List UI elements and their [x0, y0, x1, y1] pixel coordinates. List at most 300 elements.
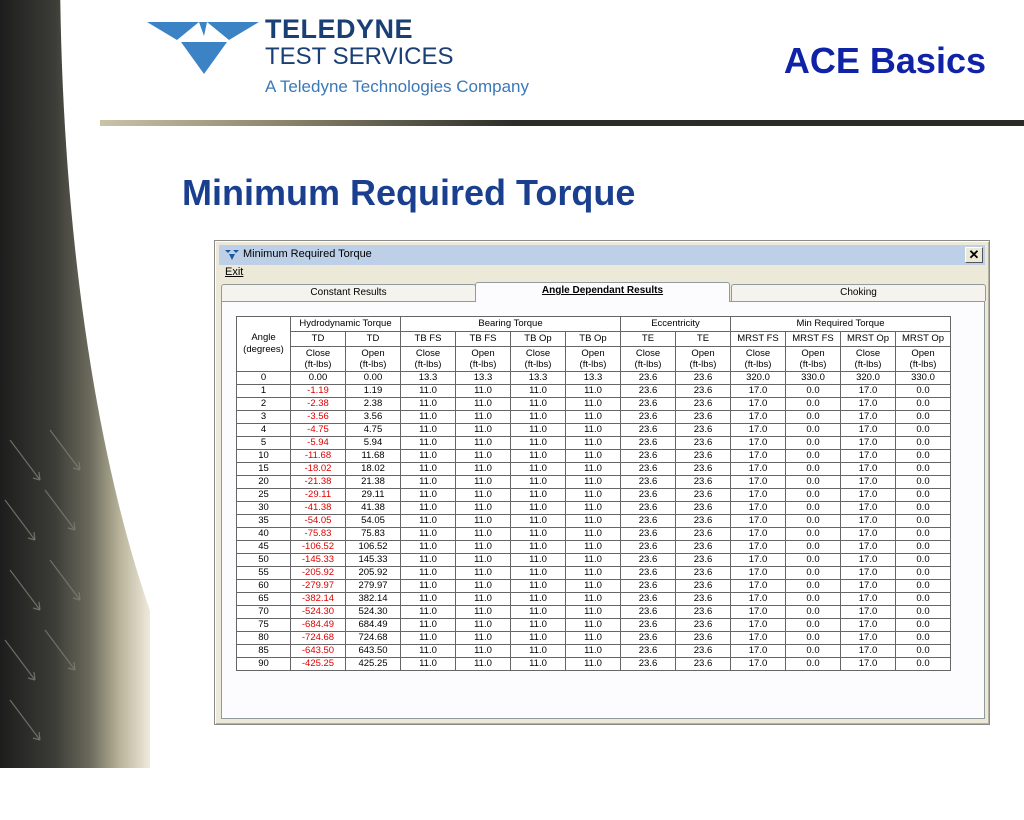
value-cell: 23.6	[676, 489, 731, 502]
value-cell: 11.0	[456, 632, 511, 645]
angle-cell: 65	[237, 593, 291, 606]
angle-cell: 3	[237, 411, 291, 424]
value-cell: 11.0	[401, 476, 456, 489]
table-row[interactable]	[237, 476, 951, 489]
value-cell: -21.38	[291, 476, 346, 489]
group-header: Hydrodynamic Torque	[291, 317, 401, 332]
value-cell: 11.0	[566, 385, 621, 398]
value-cell: 0.0	[786, 502, 841, 515]
angle-cell: 4	[237, 424, 291, 437]
value-cell: 5.94	[346, 437, 401, 450]
value-cell: 643.50	[346, 645, 401, 658]
value-cell: 0.0	[896, 645, 951, 658]
value-cell: 23.6	[676, 658, 731, 671]
value-cell: -2.38	[291, 398, 346, 411]
column-header[interactable]: TB FS	[456, 332, 511, 347]
column-subheader: Close (ft-lbs)	[731, 347, 786, 372]
value-cell: 17.0	[731, 658, 786, 671]
value-cell: 17.0	[731, 489, 786, 502]
value-cell: 0.0	[786, 411, 841, 424]
table-row[interactable]	[237, 489, 951, 502]
value-cell: 2.38	[346, 398, 401, 411]
value-cell: 11.0	[401, 645, 456, 658]
value-cell: 0.0	[786, 658, 841, 671]
brand-name: TELEDYNE	[265, 14, 414, 44]
value-cell: 17.0	[841, 437, 896, 450]
column-header[interactable]: MRST FS	[731, 332, 786, 347]
value-cell: 11.68	[346, 450, 401, 463]
value-cell: 17.0	[841, 424, 896, 437]
angle-cell: 60	[237, 580, 291, 593]
value-cell: 23.6	[676, 476, 731, 489]
value-cell: 17.0	[841, 554, 896, 567]
value-cell: 23.6	[621, 372, 676, 385]
table-row[interactable]	[237, 554, 951, 567]
value-cell: 106.52	[346, 541, 401, 554]
value-cell: 23.6	[621, 632, 676, 645]
value-cell: 11.0	[566, 554, 621, 567]
value-cell: 11.0	[566, 515, 621, 528]
value-cell: 13.3	[456, 372, 511, 385]
table-row[interactable]	[237, 580, 951, 593]
column-subheader: Open (ft-lbs)	[346, 347, 401, 372]
value-cell: 54.05	[346, 515, 401, 528]
value-cell: 23.6	[676, 554, 731, 567]
value-cell: 11.0	[566, 606, 621, 619]
value-cell: 0.0	[896, 567, 951, 580]
table-row[interactable]	[237, 385, 951, 398]
value-cell: 17.0	[731, 502, 786, 515]
value-cell: 17.0	[841, 580, 896, 593]
value-cell: 17.0	[841, 619, 896, 632]
value-cell: 23.6	[676, 502, 731, 515]
value-cell: 23.6	[676, 528, 731, 541]
group-header: Bearing Torque	[401, 317, 621, 332]
value-cell: 0.0	[786, 398, 841, 411]
value-cell: -11.68	[291, 450, 346, 463]
value-cell: 17.0	[731, 398, 786, 411]
value-cell: 23.6	[676, 580, 731, 593]
value-cell: 11.0	[511, 619, 566, 632]
value-cell: 0.0	[786, 463, 841, 476]
value-cell: -18.02	[291, 463, 346, 476]
value-cell: 0.0	[896, 450, 951, 463]
value-cell: 320.0	[731, 372, 786, 385]
table-row[interactable]	[237, 528, 951, 541]
value-cell: 17.0	[731, 450, 786, 463]
value-cell: 17.0	[731, 424, 786, 437]
column-subheader: Close (ft-lbs)	[291, 347, 346, 372]
value-cell: 11.0	[511, 450, 566, 463]
value-cell: 11.0	[566, 450, 621, 463]
value-cell: 11.0	[401, 554, 456, 567]
value-cell: 382.14	[346, 593, 401, 606]
table-row[interactable]	[237, 541, 951, 554]
value-cell: -29.11	[291, 489, 346, 502]
value-cell: -3.56	[291, 411, 346, 424]
value-cell: 0.0	[896, 437, 951, 450]
column-subheader: Open (ft-lbs)	[676, 347, 731, 372]
angle-cell: 2	[237, 398, 291, 411]
column-header[interactable]: TD	[346, 332, 401, 347]
tab-strip	[221, 282, 985, 302]
value-cell: 23.6	[621, 593, 676, 606]
value-cell: 0.0	[786, 619, 841, 632]
menu-exit[interactable]: Exit	[225, 266, 244, 278]
value-cell: 0.0	[786, 528, 841, 541]
value-cell: 23.6	[621, 385, 676, 398]
value-cell: -724.68	[291, 632, 346, 645]
value-cell: -425.25	[291, 658, 346, 671]
value-cell: 23.6	[676, 606, 731, 619]
value-cell: 11.0	[401, 528, 456, 541]
value-cell: 23.6	[676, 437, 731, 450]
value-cell: 23.6	[676, 619, 731, 632]
value-cell: 0.0	[786, 424, 841, 437]
value-cell: 11.0	[566, 658, 621, 671]
value-cell: 17.0	[731, 619, 786, 632]
value-cell: 0.00	[291, 372, 346, 385]
value-cell: 11.0	[456, 476, 511, 489]
value-cell: -684.49	[291, 619, 346, 632]
group-header: Min Required Torque	[731, 317, 951, 332]
value-cell: 17.0	[731, 476, 786, 489]
value-cell: -75.83	[291, 528, 346, 541]
table-row[interactable]	[237, 463, 951, 476]
angle-cell: 5	[237, 437, 291, 450]
value-cell: 724.68	[346, 632, 401, 645]
value-cell: 17.0	[841, 567, 896, 580]
value-cell: 11.0	[566, 541, 621, 554]
value-cell: 0.0	[786, 450, 841, 463]
value-cell: 11.0	[456, 398, 511, 411]
value-cell: 23.6	[676, 541, 731, 554]
value-cell: 18.02	[346, 463, 401, 476]
value-cell: 0.0	[896, 489, 951, 502]
column-header[interactable]: TB Op	[566, 332, 621, 347]
value-cell: 17.0	[841, 528, 896, 541]
value-cell: 11.0	[566, 424, 621, 437]
table-row[interactable]	[237, 372, 951, 385]
value-cell: 0.0	[896, 385, 951, 398]
column-header[interactable]: MRST Op	[896, 332, 951, 347]
value-cell: 21.38	[346, 476, 401, 489]
value-cell: 17.0	[841, 645, 896, 658]
value-cell: 17.0	[841, 593, 896, 606]
angle-cell: 50	[237, 554, 291, 567]
value-cell: 17.0	[841, 476, 896, 489]
header-divider	[100, 120, 1024, 126]
table-row[interactable]	[237, 398, 951, 411]
value-cell: 17.0	[841, 411, 896, 424]
value-cell: 11.0	[511, 606, 566, 619]
value-cell: -41.38	[291, 502, 346, 515]
table-row[interactable]	[237, 424, 951, 437]
value-cell: 11.0	[566, 632, 621, 645]
tab-angle-dependant-results[interactable]	[475, 282, 730, 302]
value-cell: 23.6	[621, 580, 676, 593]
value-cell: 11.0	[456, 554, 511, 567]
value-cell: 0.0	[786, 632, 841, 645]
arrow-pattern-decoration	[0, 420, 120, 760]
value-cell: 11.0	[401, 658, 456, 671]
value-cell: 23.6	[621, 398, 676, 411]
value-cell: 0.0	[786, 437, 841, 450]
value-cell: 11.0	[511, 489, 566, 502]
angle-cell: 10	[237, 450, 291, 463]
column-header[interactable]: TE	[621, 332, 676, 347]
table-row[interactable]	[237, 645, 951, 658]
value-cell: 11.0	[511, 541, 566, 554]
value-cell: 17.0	[841, 606, 896, 619]
value-cell: 17.0	[731, 606, 786, 619]
value-cell: 0.0	[786, 554, 841, 567]
value-cell: 11.0	[511, 645, 566, 658]
column-header[interactable]: MRST Op	[841, 332, 896, 347]
value-cell: 0.0	[786, 385, 841, 398]
table-row[interactable]	[237, 632, 951, 645]
value-cell: 11.0	[456, 489, 511, 502]
value-cell: 17.0	[731, 437, 786, 450]
value-cell: 11.0	[566, 593, 621, 606]
value-cell: 0.0	[896, 476, 951, 489]
column-header[interactable]: TB FS	[401, 332, 456, 347]
column-header[interactable]: TD	[291, 332, 346, 347]
table-row[interactable]	[237, 593, 951, 606]
value-cell: 23.6	[621, 411, 676, 424]
table-row[interactable]	[237, 437, 951, 450]
value-cell: 17.0	[731, 632, 786, 645]
table-row[interactable]	[237, 502, 951, 515]
value-cell: 23.6	[621, 658, 676, 671]
value-cell: 11.0	[401, 489, 456, 502]
value-cell: 0.0	[786, 580, 841, 593]
group-header: Eccentricity	[621, 317, 731, 332]
column-subheader: Open (ft-lbs)	[456, 347, 511, 372]
value-cell: 11.0	[566, 398, 621, 411]
angle-cell: 30	[237, 502, 291, 515]
results-table	[236, 316, 951, 671]
angle-cell: 35	[237, 515, 291, 528]
value-cell: 23.6	[676, 463, 731, 476]
value-cell: 11.0	[401, 437, 456, 450]
value-cell: 0.00	[346, 372, 401, 385]
value-cell: 11.0	[511, 398, 566, 411]
value-cell: 11.0	[401, 411, 456, 424]
close-button[interactable]: ✕	[965, 247, 983, 263]
table-row[interactable]	[237, 567, 951, 580]
value-cell: 17.0	[841, 502, 896, 515]
value-cell: 17.0	[841, 515, 896, 528]
value-cell: 0.0	[786, 476, 841, 489]
value-cell: 11.0	[456, 385, 511, 398]
value-cell: 17.0	[841, 463, 896, 476]
column-subheader: Open (ft-lbs)	[896, 347, 951, 372]
value-cell: 0.0	[786, 515, 841, 528]
value-cell: 23.6	[676, 385, 731, 398]
value-cell: 17.0	[731, 528, 786, 541]
angle-cell: 90	[237, 658, 291, 671]
value-cell: -524.30	[291, 606, 346, 619]
value-cell: 23.6	[621, 541, 676, 554]
value-cell: 13.3	[401, 372, 456, 385]
value-cell: 0.0	[896, 580, 951, 593]
value-cell: 0.0	[896, 424, 951, 437]
table-row[interactable]	[237, 619, 951, 632]
value-cell: -205.92	[291, 567, 346, 580]
value-cell: 11.0	[566, 502, 621, 515]
tab-constant-results[interactable]: Constant Results	[221, 284, 476, 301]
angle-cell: 15	[237, 463, 291, 476]
value-cell: 0.0	[896, 606, 951, 619]
value-cell: 11.0	[401, 606, 456, 619]
value-cell: 11.0	[566, 528, 621, 541]
value-cell: 330.0	[896, 372, 951, 385]
value-cell: 4.75	[346, 424, 401, 437]
column-header[interactable]: MRST FS	[786, 332, 841, 347]
value-cell: -145.33	[291, 554, 346, 567]
value-cell: 23.6	[621, 528, 676, 541]
value-cell: 23.6	[676, 424, 731, 437]
value-cell: 11.0	[401, 450, 456, 463]
value-cell: -5.94	[291, 437, 346, 450]
value-cell: 17.0	[731, 411, 786, 424]
value-cell: 23.6	[621, 450, 676, 463]
value-cell: 320.0	[841, 372, 896, 385]
angle-cell: 25	[237, 489, 291, 502]
value-cell: 11.0	[511, 515, 566, 528]
table-row[interactable]	[237, 450, 951, 463]
table-row[interactable]	[237, 411, 951, 424]
value-cell: 11.0	[456, 450, 511, 463]
value-cell: 11.0	[511, 476, 566, 489]
value-cell: 11.0	[401, 502, 456, 515]
value-cell: 0.0	[896, 632, 951, 645]
angle-cell: 20	[237, 476, 291, 489]
teledyne-logo-icon	[147, 18, 261, 76]
value-cell: 0.0	[896, 619, 951, 632]
value-cell: 11.0	[566, 489, 621, 502]
column-header[interactable]: TB Op	[511, 332, 566, 347]
column-header[interactable]: TE	[676, 332, 731, 347]
value-cell: 3.56	[346, 411, 401, 424]
value-cell: 17.0	[841, 632, 896, 645]
value-cell: 11.0	[511, 632, 566, 645]
value-cell: -643.50	[291, 645, 346, 658]
value-cell: 11.0	[456, 411, 511, 424]
value-cell: 17.0	[841, 398, 896, 411]
value-cell: 23.6	[621, 437, 676, 450]
column-subheader: Open (ft-lbs)	[566, 347, 621, 372]
app-icon	[225, 249, 239, 261]
value-cell: -1.19	[291, 385, 346, 398]
value-cell: 23.6	[676, 372, 731, 385]
value-cell: 17.0	[731, 515, 786, 528]
value-cell: 279.97	[346, 580, 401, 593]
table-row[interactable]	[237, 606, 951, 619]
value-cell: 11.0	[456, 528, 511, 541]
angle-cell: 1	[237, 385, 291, 398]
table-row[interactable]	[237, 658, 951, 671]
value-cell: 17.0	[841, 489, 896, 502]
value-cell: 75.83	[346, 528, 401, 541]
value-cell: 17.0	[841, 658, 896, 671]
value-cell: 11.0	[566, 619, 621, 632]
value-cell: 17.0	[731, 463, 786, 476]
value-cell: 17.0	[731, 554, 786, 567]
value-cell: 11.0	[401, 398, 456, 411]
value-cell: 11.0	[566, 567, 621, 580]
column-subheader: Close (ft-lbs)	[621, 347, 676, 372]
value-cell: 23.6	[621, 606, 676, 619]
value-cell: 23.6	[676, 515, 731, 528]
value-cell: 11.0	[456, 645, 511, 658]
value-cell: 17.0	[731, 593, 786, 606]
value-cell: 23.6	[676, 411, 731, 424]
value-cell: 17.0	[731, 541, 786, 554]
brand-division: TEST SERVICES	[265, 43, 454, 70]
value-cell: 0.0	[896, 502, 951, 515]
value-cell: 0.0	[896, 593, 951, 606]
value-cell: 11.0	[456, 515, 511, 528]
column-subheader: Close (ft-lbs)	[841, 347, 896, 372]
value-cell: 23.6	[676, 398, 731, 411]
angle-cell: 0	[237, 372, 291, 385]
value-cell: 23.6	[676, 450, 731, 463]
value-cell: 11.0	[511, 567, 566, 580]
value-cell: 23.6	[676, 632, 731, 645]
angle-cell: 40	[237, 528, 291, 541]
value-cell: 11.0	[456, 424, 511, 437]
value-cell: 11.0	[401, 541, 456, 554]
value-cell: 11.0	[511, 437, 566, 450]
table-row[interactable]	[237, 515, 951, 528]
value-cell: 11.0	[456, 437, 511, 450]
value-cell: -279.97	[291, 580, 346, 593]
value-cell: 11.0	[401, 632, 456, 645]
slide-header: ACE Basics	[783, 40, 986, 81]
window-title: Minimum Required Torque	[243, 248, 372, 260]
value-cell: 23.6	[621, 424, 676, 437]
value-cell: 0.0	[896, 398, 951, 411]
value-cell: 11.0	[511, 385, 566, 398]
column-subheader: Open (ft-lbs)	[786, 347, 841, 372]
value-cell: 11.0	[456, 541, 511, 554]
value-cell: 205.92	[346, 567, 401, 580]
value-cell: 23.6	[621, 502, 676, 515]
value-cell: 11.0	[566, 463, 621, 476]
value-cell: 0.0	[786, 567, 841, 580]
value-cell: 23.6	[676, 567, 731, 580]
value-cell: 17.0	[731, 385, 786, 398]
results-panel	[221, 301, 985, 719]
value-cell: 11.0	[511, 580, 566, 593]
value-cell: 23.6	[621, 567, 676, 580]
value-cell: 11.0	[566, 645, 621, 658]
value-cell: 17.0	[841, 385, 896, 398]
value-cell: 11.0	[566, 476, 621, 489]
brand-tagline: A Teledyne Technologies Company	[265, 77, 529, 96]
window-titlebar[interactable]	[219, 245, 985, 265]
tab-choking[interactable]: Choking	[731, 284, 986, 301]
value-cell: 17.0	[731, 645, 786, 658]
value-cell: 17.0	[731, 580, 786, 593]
value-cell: 11.0	[511, 463, 566, 476]
value-cell: 0.0	[786, 593, 841, 606]
value-cell: 11.0	[511, 528, 566, 541]
value-cell: 145.33	[346, 554, 401, 567]
value-cell: 23.6	[621, 619, 676, 632]
